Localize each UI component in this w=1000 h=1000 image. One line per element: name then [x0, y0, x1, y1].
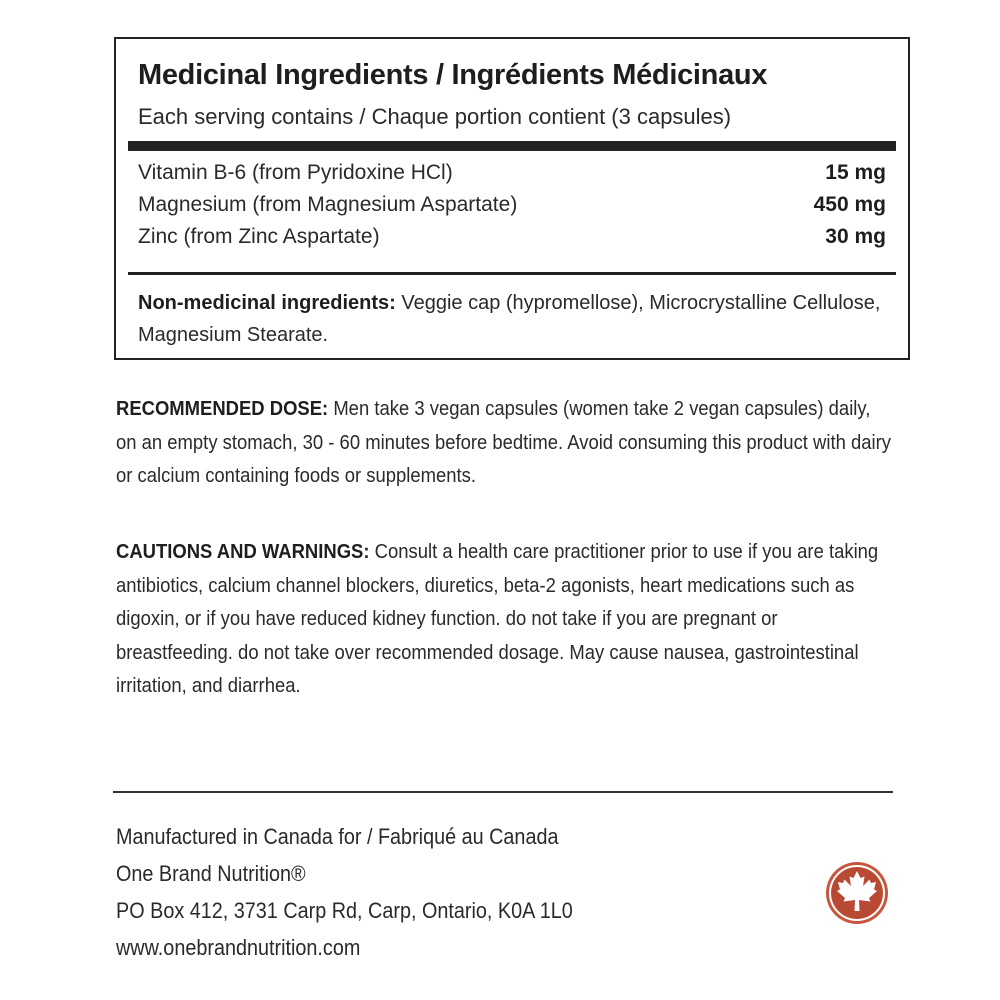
ingredient-name: Zinc (from Zinc Aspartate)	[138, 225, 380, 248]
website-text: www.onebrandnutrition.com	[116, 935, 361, 960]
cautions-text: Consult a health care practitioner prior to use if you are taking antibiotics, calcium channel blockers, diuretics, beta-2 agonists, heart medications such as digoxin, or if you have reduced kidney function. do not take if you are pregnant or breastfeeding. do not take over recommended dosage. May cause nausea, gastrointestinal irritation, and diarrhea.	[116, 540, 879, 697]
medicinal-ingredients-panel	[114, 37, 910, 360]
recommended-dose-label: RECOMMENDED DOSE:	[116, 397, 329, 420]
ingredient-name: Vitamin B-6 (from Pyridoxine HCl)	[138, 161, 453, 184]
ingredient-list	[138, 161, 886, 257]
footer-divider	[113, 791, 893, 793]
manufactured-line: Manufactured in Canada for / Fabriqué au Canada	[116, 824, 559, 849]
mailing-address: PO Box 412, 3731 Carp Rd, Carp, Ontario, K0A 1L0	[116, 898, 573, 923]
cautions-section	[116, 535, 895, 703]
ingredient-amount: 15 mg	[825, 161, 886, 184]
ingredient-amount: 450 mg	[813, 193, 886, 216]
cautions-label: CAUTIONS AND WARNINGS:	[116, 540, 370, 563]
non-medicinal-text: Veggie cap (hypromellose), Microcrystalline Cellulose, Magnesium Stearate.	[138, 292, 881, 346]
ingredient-amount: 30 mg	[825, 225, 886, 248]
serving-size: Each serving contains / Chaque portion contient (3 capsules)	[138, 104, 732, 129]
panel-title: Medicinal Ingredients / Ingrédients Médicinaux	[138, 59, 768, 91]
non-medicinal-label: Non-medicinal ingredients:	[138, 292, 396, 314]
non-medicinal-ingredients	[138, 287, 886, 351]
ingredient-name: Magnesium (from Magnesium Aspartate)	[138, 193, 518, 216]
brand-name: One Brand Nutrition®	[116, 861, 306, 886]
maple-leaf-icon	[824, 860, 890, 926]
thin-divider	[128, 272, 896, 275]
ingredient-row	[138, 193, 886, 225]
thick-divider	[128, 141, 896, 151]
ingredient-row	[138, 161, 886, 193]
manufacturer-info	[116, 818, 573, 966]
recommended-dose-section	[116, 392, 895, 493]
ingredient-row	[138, 225, 886, 257]
recommended-dose-text: Men take 3 vegan capsules (women take 2 vegan capsules) daily, on an empty stomach, 30 - 60 minutes before bedtime. Avoid consuming this product with dairy or calcium containing foods or supplements.	[116, 397, 891, 487]
